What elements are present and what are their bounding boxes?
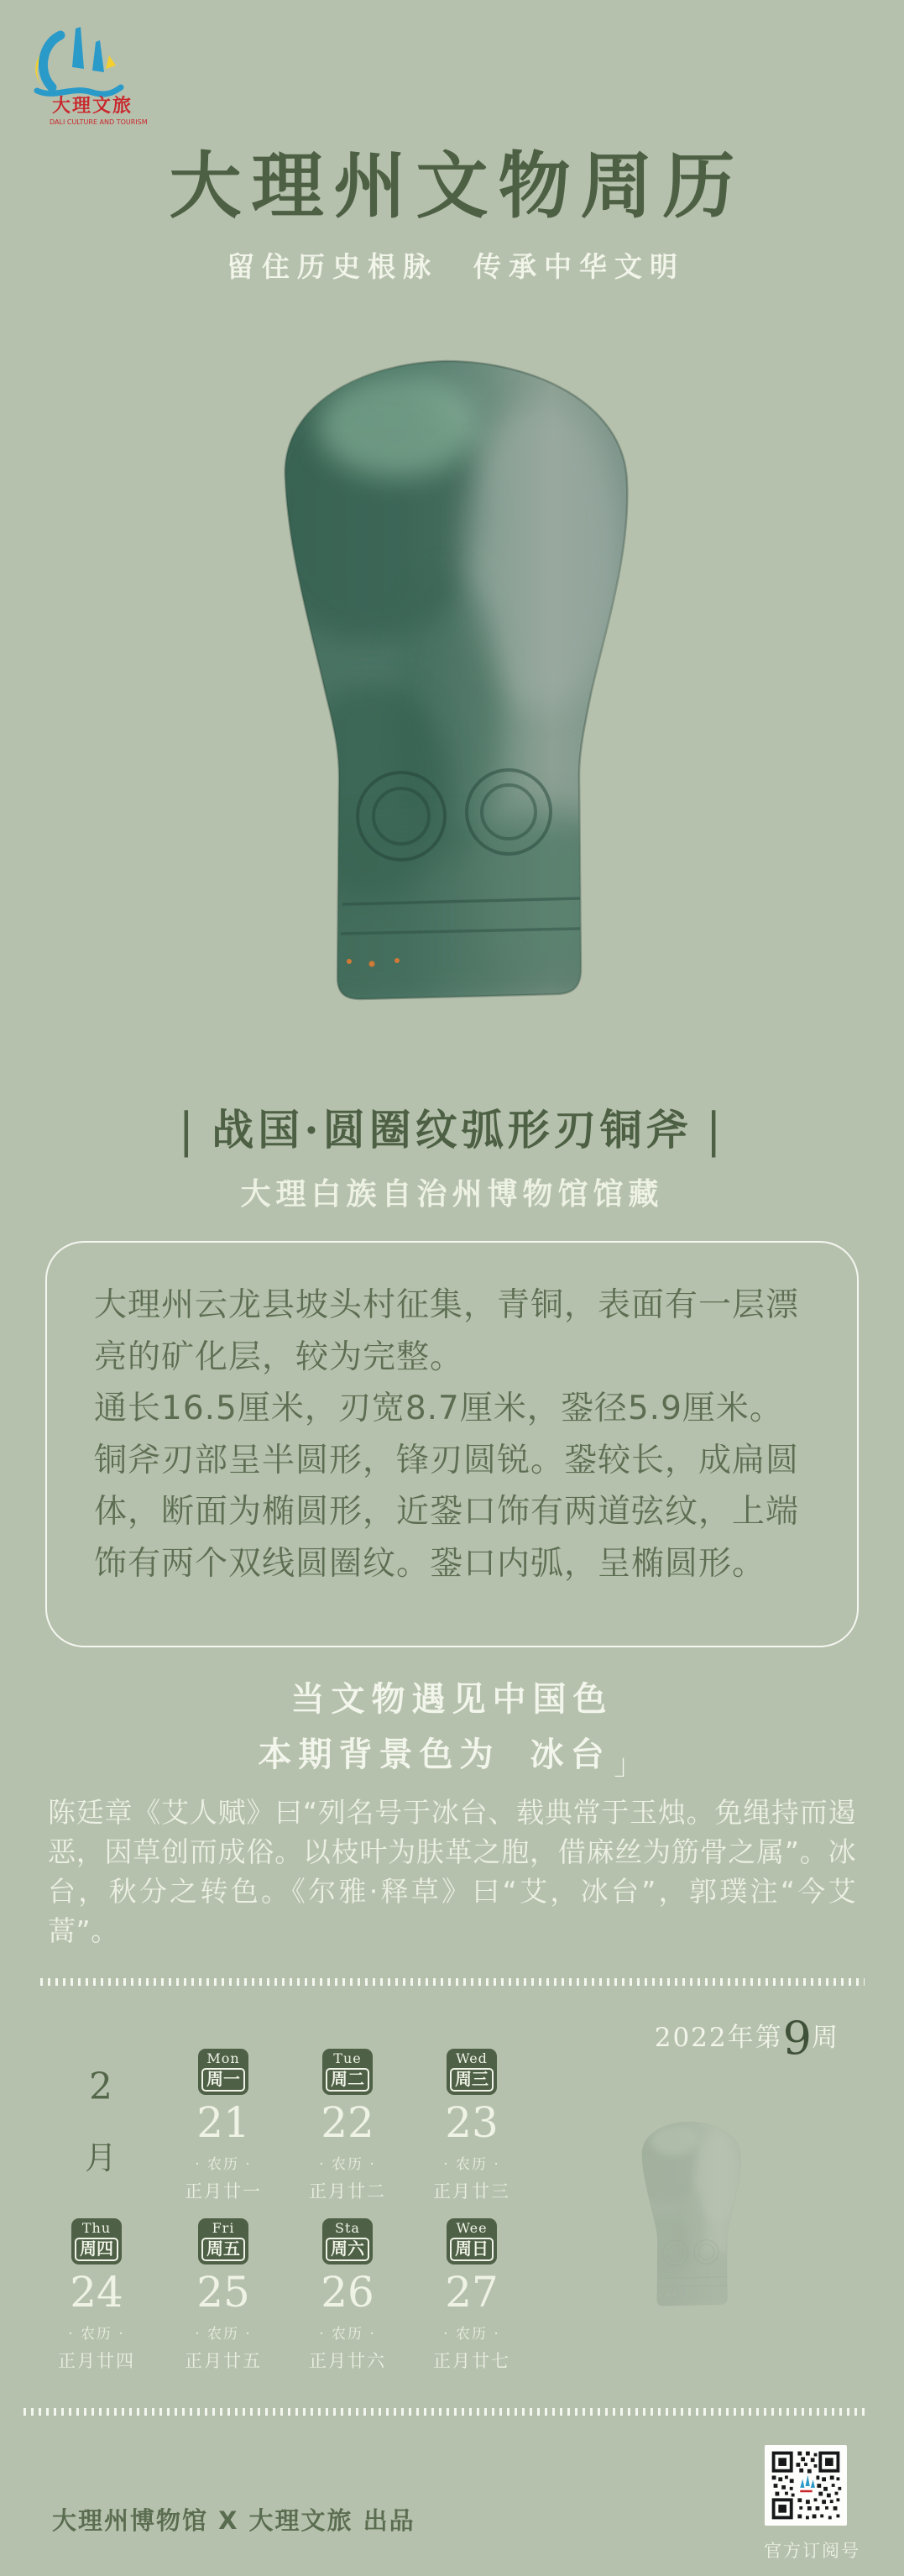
lunar-date: 正月廿五 bbox=[185, 2351, 262, 2372]
color-quote-text: 陈廷章《艾人赋》曰“列名号于冰台、载典常于玉烛。免绳持而遏恶，因草创而成俗。以枝叶为肤革之胞，借麻丝为筋骨之属”。冰台，秋分之转色。《尔雅·释草》曰“艾，冰台”，郭璞注“今艾蒿”。 bbox=[48, 1796, 856, 1947]
dotted-divider-bottom bbox=[24, 2408, 865, 2416]
weekday-badge bbox=[198, 2049, 248, 2095]
dali-culture-tourism-logo bbox=[22, 17, 156, 138]
date-number: 26 bbox=[321, 2268, 374, 2317]
date-number: 25 bbox=[196, 2268, 250, 2317]
week-number: 9 bbox=[782, 2012, 812, 2065]
weekday-en: Mon bbox=[206, 2050, 240, 2066]
calendar-day-fri-25 bbox=[160, 2218, 286, 2373]
weekday-en: Thu bbox=[81, 2220, 112, 2236]
week-label bbox=[655, 2012, 839, 2065]
lunar-label: · 农历 · bbox=[68, 2326, 125, 2343]
weekday-badge bbox=[447, 2218, 497, 2264]
artifact-description-paragraph-1: 大理州云龙县坡头村征集，青铜，表面有一层漂亮的矿化层，较为完整。 bbox=[94, 1286, 800, 1376]
china-color-heading-1: 当文物遇见中国色 bbox=[290, 1679, 614, 1719]
calendar-day-mon-21 bbox=[160, 2049, 286, 2203]
bronze-axe-photo bbox=[271, 354, 632, 1013]
logo-en-text: DALI CULTURE AND TOURISM bbox=[50, 118, 148, 126]
calendar-day-thu-24 bbox=[34, 2218, 159, 2373]
logo-pagoda-2 bbox=[92, 40, 104, 72]
lunar-label: · 农历 · bbox=[319, 2326, 376, 2343]
axe-watermark-image bbox=[638, 2102, 742, 2327]
lunar-date: 正月廿六 bbox=[309, 2351, 386, 2372]
weekday-cn: 周六 bbox=[326, 2238, 369, 2261]
date-number: 21 bbox=[196, 2098, 250, 2148]
calendar-day-sat-26 bbox=[285, 2218, 410, 2373]
weekday-cn: 周二 bbox=[326, 2068, 369, 2092]
logo-cn-text: 大理文旅 bbox=[52, 96, 133, 117]
qr-center-logo-text-mark bbox=[800, 2490, 812, 2492]
lunar-date: 正月廿七 bbox=[433, 2351, 510, 2372]
month-digit: 2 bbox=[89, 2066, 112, 2108]
week-prefix: 2022年第 bbox=[654, 2023, 783, 2053]
weekday-en: Wee bbox=[456, 2220, 488, 2236]
artifact-description-paragraph-2: 通长16.5厘米，刃宽8.7厘米，銎径5.9厘米。铜斧刃部呈半圆形，锋刃圆锐。銎较长，成扁圆体，断面为椭圆形，近銎口饰有两道弦纹，上端饰有两个双线圆圈纹。銎口内弧，呈椭圆形。 bbox=[94, 1390, 800, 1584]
logo-d-stroke bbox=[43, 35, 60, 87]
weekday-cn: 周五 bbox=[201, 2238, 245, 2261]
lunar-label: · 农历 · bbox=[443, 2326, 500, 2343]
logo-graphic bbox=[22, 17, 156, 134]
weekday-badge bbox=[322, 2049, 373, 2095]
date-number: 23 bbox=[445, 2098, 499, 2148]
weekday-badge bbox=[322, 2218, 373, 2264]
corner-bracket: 」 bbox=[614, 1748, 650, 1782]
china-color-heading-2 bbox=[0, 1728, 904, 1782]
weekday-badge bbox=[447, 2049, 497, 2095]
lunar-date: 正月廿一 bbox=[185, 2181, 262, 2202]
artifact-collection: 大理白族自治州博物馆馆藏 bbox=[240, 1176, 664, 1212]
weekday-en: Fri bbox=[212, 2220, 235, 2236]
calendar-day-wed-23 bbox=[409, 2049, 535, 2203]
date-number: 22 bbox=[321, 2098, 374, 2148]
color-name: 冰台 bbox=[530, 1735, 611, 1774]
artifact-name-text: 战国·圆圈纹弧形刃铜斧 bbox=[212, 1105, 692, 1154]
page-subtitle: 留住历史根脉 传承中华文明 bbox=[227, 250, 685, 283]
producer-credit: 大理州博物馆 X 大理文旅 出品 bbox=[52, 2506, 415, 2535]
qr-block bbox=[764, 2445, 860, 2563]
weekday-en: Wed bbox=[456, 2050, 488, 2066]
weekday-cn: 周四 bbox=[75, 2238, 118, 2261]
qr-caption: 官方订阅号 bbox=[764, 2541, 860, 2561]
dotted-divider-top bbox=[40, 1978, 865, 1986]
lunar-date: 正月廿四 bbox=[58, 2351, 135, 2372]
calendar-day-sun-27 bbox=[409, 2218, 535, 2373]
artifact-description-panel bbox=[45, 1241, 859, 1647]
page-title: 大理州文物周历 bbox=[169, 144, 745, 228]
color-heading-prefix: 本期背景色为 bbox=[258, 1735, 500, 1774]
date-number: 24 bbox=[70, 2268, 123, 2317]
weekday-en: Sta bbox=[335, 2220, 360, 2236]
logo-pagoda-1 bbox=[72, 27, 84, 69]
weekday-cn: 周日 bbox=[450, 2238, 494, 2261]
month-label bbox=[76, 2066, 126, 2178]
artifact-name bbox=[0, 1097, 904, 1157]
qr-code bbox=[765, 2445, 847, 2526]
weekday-en: Tue bbox=[333, 2050, 362, 2066]
lunar-label: · 农历 · bbox=[319, 2156, 376, 2174]
logo-sail-accent bbox=[106, 55, 116, 69]
weekday-badge bbox=[71, 2218, 122, 2264]
artifact-name-left-bar: | bbox=[178, 1103, 199, 1158]
artifact-name-right-bar: | bbox=[705, 1103, 726, 1158]
week-suffix: 周 bbox=[812, 2023, 839, 2053]
date-number: 27 bbox=[445, 2268, 499, 2317]
weekday-cn: 周三 bbox=[450, 2068, 494, 2092]
weekday-badge bbox=[198, 2218, 248, 2264]
lunar-label: · 农历 · bbox=[195, 2326, 252, 2343]
lunar-label: · 农历 · bbox=[443, 2156, 500, 2174]
lunar-date: 正月廿二 bbox=[309, 2181, 386, 2202]
calendar-day-tue-22 bbox=[285, 2049, 410, 2203]
month-character: 月 bbox=[84, 2139, 117, 2176]
lunar-date: 正月廿三 bbox=[433, 2181, 510, 2202]
weekday-cn: 周一 bbox=[201, 2068, 245, 2092]
lunar-label: · 农历 · bbox=[195, 2156, 252, 2174]
